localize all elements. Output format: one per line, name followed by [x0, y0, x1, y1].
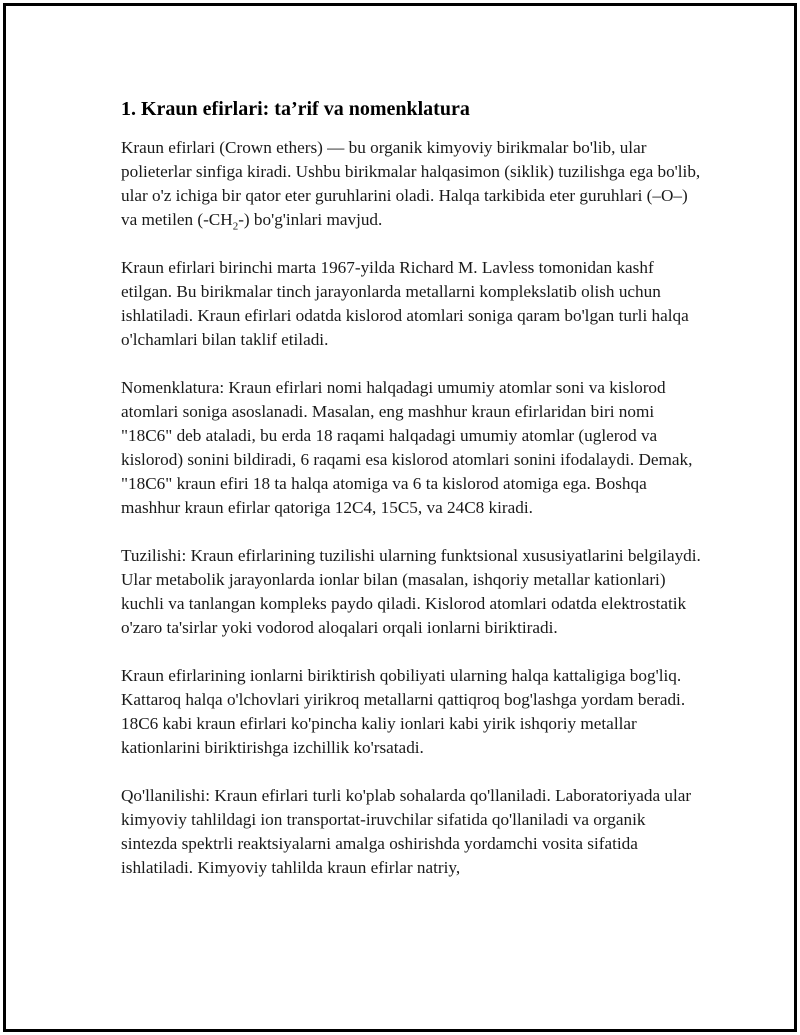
paragraph-definition	[121, 136, 701, 232]
subscript-2: 2	[232, 220, 239, 233]
paragraph-applications: Qo'llanilishi: Kraun efirlari turli ko'plab sohalarda qo'llaniladi. Laboratoriyada ular kimyoviy tahlildagi ion transportat-iruvchilar sifatida qo'llaniladi va organik sintezda spektrli reaktsiyalarni amalga oshirishda yordamchi vosita sifatida ishlatiladi. Kimyoviy tahlilda kraun efirlar natriy,	[121, 786, 692, 877]
paragraph-structure: Tuzilishi: Kraun efirlarining tuzilishi ularning funktsional xususiyatlarini belgilaydi. Ular metabolik jarayonlarda ionlar bilan (masalan, ishqoriy metallar kationlari) kuchli va tanlangan kompleks paydo qiladi. Kislorod atomlari odatda elektrostatik o'zaro ta'sirlar yoki vodorod aloqalari orqali ionlarni biriktiradi.	[121, 546, 701, 637]
section-heading: 1. Kraun efirlari: ta’rif va nomenklatura	[121, 98, 470, 120]
document-body	[121, 96, 701, 904]
paragraph-definition-text: Kraun efirlari (Crown ethers) — bu organik kimyoviy birikmalar bo'lib, ular polieterlar sinfiga kiradi. Ushbu birikmalar halqasimon (siklik) tuzilishga ega bo'lib, ular o'z ichiga bir qator eter guruhlarini oladi. Halqa tarkibida eter guruhlari (–O–) va metilen (-CH	[121, 138, 701, 229]
paragraph-nomenclature: Nomenklatura: Kraun efirlari nomi halqadagi umumiy atomlar soni va kislorod atomlari soniga asoslanadi. Masalan, eng mashhur kraun efirlaridan biri nomi "18C6" deb ataladi, bu erda 18 raqami halqadagi umumiy atomlar (uglerod va kislorod) sonini bildiradi, 6 raqami esa kislorod atomlari sonini ifodalaydi. Demak, "18C6" kraun efiri 18 ta halqa atomiga va 6 ta kislorod atomiga ega. Boshqa mashhur kraun efirlar qatoriga 12C4, 15C5, va 24C8 kiradi.	[121, 378, 693, 517]
page-frame	[3, 3, 797, 1032]
paragraph-binding: Kraun efirlarining ionlarni biriktirish qobiliyati ularning halqa kattaligiga bog'liq. Kattaroq halqa o'lchovlari yirikroq metallarni qattiqroq bog'lashga yordam beradi. 18C6 kabi kraun efirlari ko'pincha kaliy ionlari kabi yirik ishqoriy metallar kationlarini biriktirishga izchillik ko'rsatadi.	[121, 666, 686, 757]
paragraph-definition-tail: -) bo'g'inlari mavjud.	[238, 210, 383, 229]
paragraph-history: Kraun efirlari birinchi marta 1967-yilda Richard M. Lavless tomonidan kashf etilgan. Bu birikmalar tinch jarayonlarda metallarni komplekslatib olish uchun ishlatiladi. Kraun efirlari odatda kislorod atomlari soniga qaram bo'lgan turli halqa o'lchamlari bilan taklif etiladi.	[121, 258, 689, 349]
